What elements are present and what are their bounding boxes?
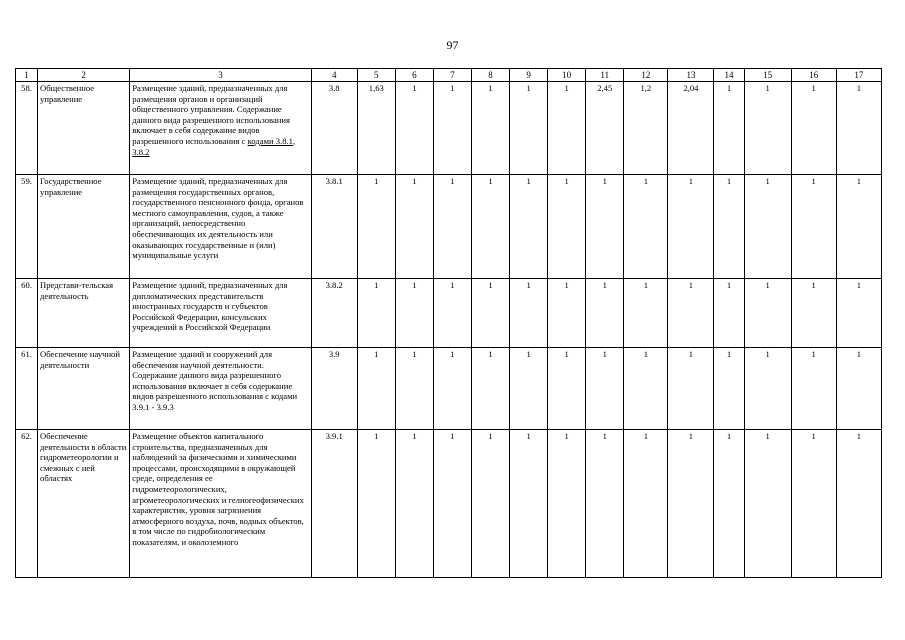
column-header: 9 xyxy=(510,69,548,82)
table-row xyxy=(16,279,882,348)
coefficient-cell: 1 xyxy=(836,348,881,430)
coefficient-cell: 1 xyxy=(395,82,433,175)
use-description xyxy=(130,348,311,430)
coefficient-cell: 2,45 xyxy=(586,82,624,175)
coefficient-cell: 1 xyxy=(744,348,791,430)
use-code: 3.8.1 xyxy=(311,175,357,279)
table-row xyxy=(16,430,882,578)
coefficient-cell: 1 xyxy=(668,279,714,348)
header-row xyxy=(16,69,882,82)
use-code: 3.9.1 xyxy=(311,430,357,578)
coefficient-cell: 1 xyxy=(791,279,836,348)
column-header: 4 xyxy=(311,69,357,82)
coefficient-cell: 1 xyxy=(395,348,433,430)
coefficient-cell: 1 xyxy=(791,175,836,279)
coefficient-cell: 1 xyxy=(624,348,668,430)
coefficient-cell: 1 xyxy=(357,348,395,430)
column-header: 7 xyxy=(433,69,471,82)
coefficient-cell: 1 xyxy=(744,279,791,348)
coefficient-cell: 1 xyxy=(668,175,714,279)
coefficient-cell: 1 xyxy=(395,175,433,279)
coefficient-cell: 1 xyxy=(836,82,881,175)
coefficient-cell: 1 xyxy=(433,348,471,430)
coefficient-cell: 1 xyxy=(714,279,744,348)
coefficient-cell: 1 xyxy=(471,175,509,279)
coefficient-cell: 1 xyxy=(433,279,471,348)
column-header: 5 xyxy=(357,69,395,82)
column-header: 11 xyxy=(586,69,624,82)
column-header: 16 xyxy=(791,69,836,82)
use-name: Государственное управление xyxy=(38,175,130,279)
description-text: Размещение зданий, предназначенных для размещения органов и организаций общественного управления. Содержание данного вида разрешенного использования включает в себя содержание видов разрешенного использования с xyxy=(132,83,290,146)
code-link-separator: , xyxy=(292,135,296,146)
code-link[interactable]: кодами 3.8.1 xyxy=(247,135,293,146)
column-header: 14 xyxy=(714,69,744,82)
coefficient-cell: 1 xyxy=(395,279,433,348)
row-number: 61. xyxy=(16,348,38,430)
coefficient-cell: 1 xyxy=(836,279,881,348)
column-header: 17 xyxy=(836,69,881,82)
column-header: 8 xyxy=(471,69,509,82)
coefficient-cell: 1 xyxy=(624,279,668,348)
coefficient-cell: 1 xyxy=(714,175,744,279)
table-row xyxy=(16,82,882,175)
code-link[interactable]: 3.8.2 xyxy=(132,146,150,157)
coefficient-cell: 1 xyxy=(668,348,714,430)
coefficient-cell: 1 xyxy=(357,279,395,348)
description-text: Размещение зданий, предназначенных для размещения государственных органов, государственного пенсионного фонда, органов местного самоуправления, судов, а также организаций, непосредственно обеспечивающих их деятельность или оказывающих государственные и (или) муниципальные услуги xyxy=(132,176,304,261)
table-row xyxy=(16,348,882,430)
coefficient-cell: 1 xyxy=(586,348,624,430)
coefficient-cell: 1 xyxy=(433,82,471,175)
use-name: Общественное управление xyxy=(38,82,130,175)
column-header: 1 xyxy=(16,69,38,82)
use-description xyxy=(130,175,311,279)
land-use-table xyxy=(15,68,882,578)
page-number: 97 xyxy=(446,38,459,52)
coefficient-cell: 1 xyxy=(471,430,509,578)
coefficient-cell: 1 xyxy=(510,348,548,430)
coefficient-cell: 1 xyxy=(357,430,395,578)
coefficient-cell: 1 xyxy=(433,175,471,279)
column-header: 13 xyxy=(668,69,714,82)
use-description xyxy=(130,82,311,175)
column-header: 3 xyxy=(130,69,311,82)
use-code: 3.8.2 xyxy=(311,279,357,348)
coefficient-cell: 1 xyxy=(548,175,586,279)
coefficient-cell: 1 xyxy=(548,279,586,348)
coefficient-cell: 1 xyxy=(357,175,395,279)
coefficient-cell: 1 xyxy=(548,430,586,578)
coefficient-cell: 1 xyxy=(395,430,433,578)
coefficient-cell: 1 xyxy=(791,430,836,578)
coefficient-cell: 1 xyxy=(791,348,836,430)
use-code: 3.9 xyxy=(311,348,357,430)
coefficient-cell: 1 xyxy=(548,82,586,175)
use-name: Обеспечение деятельности в области гидрометеорологии и смежных с ней областях xyxy=(38,430,130,578)
row-number: 59. xyxy=(16,175,38,279)
coefficient-cell: 1 xyxy=(836,430,881,578)
coefficient-cell: 1 xyxy=(471,279,509,348)
coefficient-cell: 1 xyxy=(471,82,509,175)
coefficient-cell: 1 xyxy=(510,175,548,279)
column-header: 10 xyxy=(548,69,586,82)
coefficient-cell: 1 xyxy=(586,430,624,578)
row-number: 58. xyxy=(16,82,38,175)
coefficient-cell: 1 xyxy=(744,430,791,578)
use-description xyxy=(130,279,311,348)
use-description xyxy=(130,430,311,578)
coefficient-cell: 1 xyxy=(714,82,744,175)
column-header: 15 xyxy=(744,69,791,82)
coefficient-cell: 1 xyxy=(624,430,668,578)
use-name: Обеспечение научной деятельности xyxy=(38,348,130,430)
use-name: Представи-тельская деятельность xyxy=(38,279,130,348)
use-code: 3.8 xyxy=(311,82,357,175)
coefficient-cell: 1 xyxy=(714,348,744,430)
coefficient-cell: 1 xyxy=(586,279,624,348)
coefficient-cell: 1 xyxy=(791,82,836,175)
coefficient-cell: 1 xyxy=(510,430,548,578)
coefficient-cell: 2,04 xyxy=(668,82,714,175)
column-header: 6 xyxy=(395,69,433,82)
description-text: Размещение зданий и сооружений для обеспечения научной деятельности. Содержание данного вида разрешенного использования включает в себя содержание видов разрешенного использования с кодами 3.9.1 - 3.9.3 xyxy=(132,349,298,412)
coefficient-cell: 1 xyxy=(586,175,624,279)
coefficient-cell: 1,2 xyxy=(624,82,668,175)
description-text: Размещение зданий, предназначенных для дипломатических представительств иностранных государств и субъектов Российской Федерации, консульских учреждений в Российской Федерации xyxy=(132,280,288,333)
coefficient-cell: 1 xyxy=(836,175,881,279)
row-number: 62. xyxy=(16,430,38,578)
table-row xyxy=(16,175,882,279)
column-header: 12 xyxy=(624,69,668,82)
coefficient-cell: 1 xyxy=(471,348,509,430)
coefficient-cell: 1 xyxy=(510,82,548,175)
coefficient-cell: 1 xyxy=(510,279,548,348)
coefficient-cell: 1 xyxy=(744,175,791,279)
coefficient-cell: 1 xyxy=(714,430,744,578)
coefficient-cell: 1 xyxy=(433,430,471,578)
coefficient-cell: 1 xyxy=(744,82,791,175)
description-text: Размещение объектов капитального строительства, предназначенных для наблюдений за физическими и химическими процессами, происходящими в окружающей среде, определения ее гидрометеорологических, агрометеорологических и гелиогеофизических характеристик, уровня загрязнения атмосферного воздуха, почв, водных объектов, в том числе по гидробиологическим показателям, и околоземного xyxy=(132,431,304,547)
coefficient-cell: 1 xyxy=(668,430,714,578)
coefficient-cell: 1 xyxy=(624,175,668,279)
column-header: 2 xyxy=(38,69,130,82)
coefficient-cell: 1,63 xyxy=(357,82,395,175)
row-number: 60. xyxy=(16,279,38,348)
coefficient-cell: 1 xyxy=(548,348,586,430)
